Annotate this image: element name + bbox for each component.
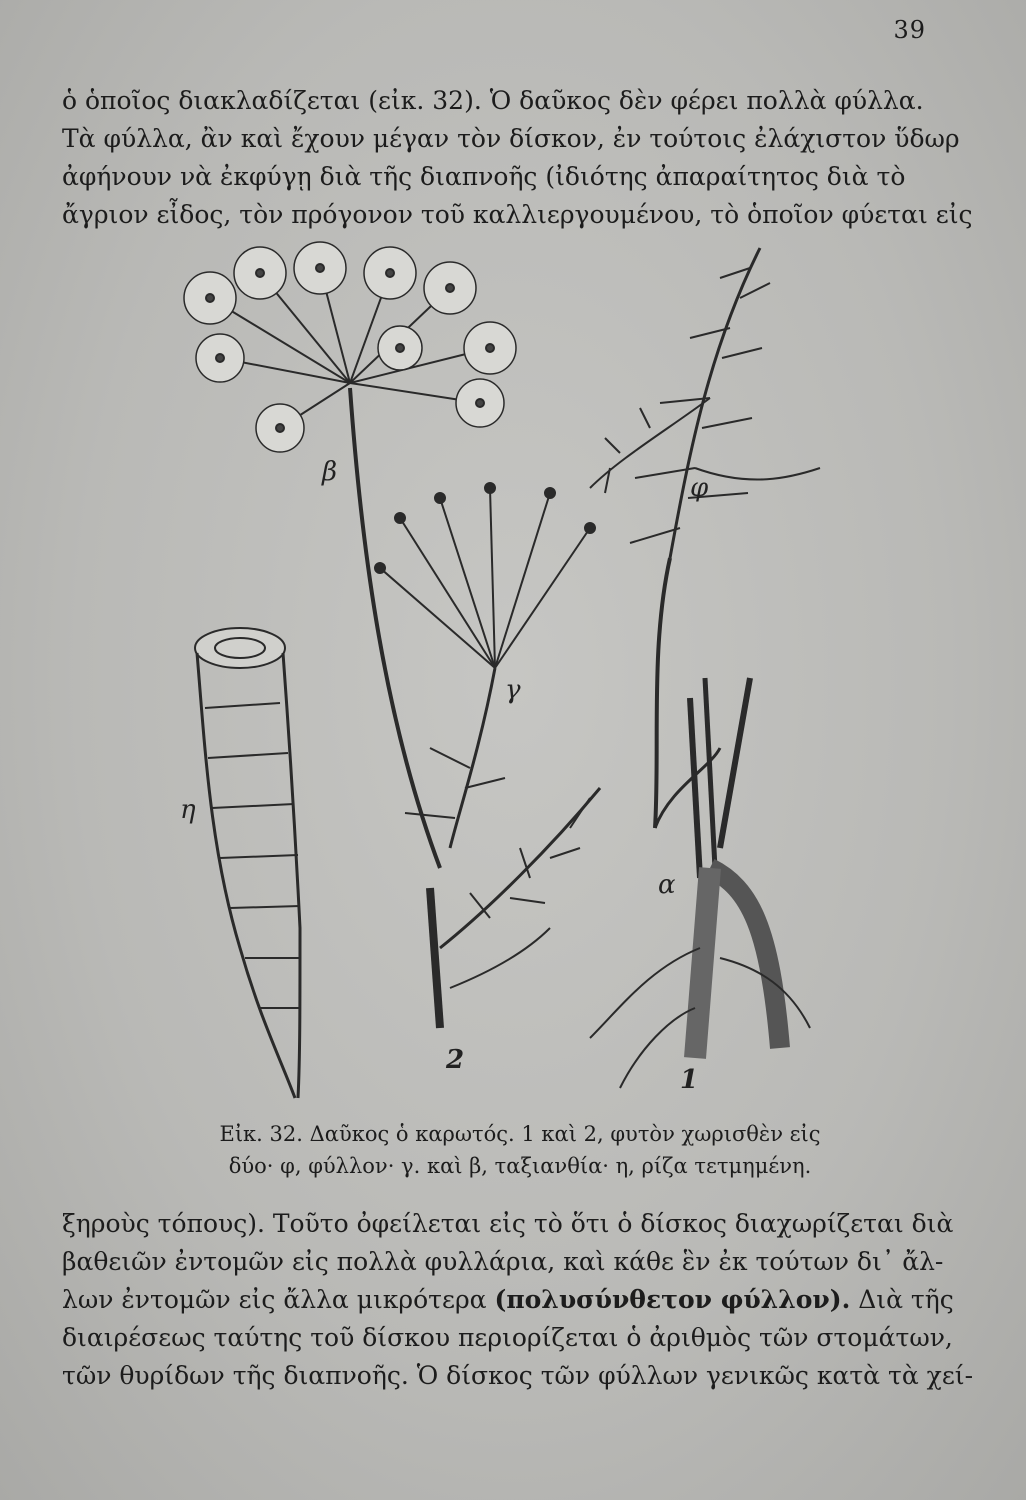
root-base-1-icon bbox=[590, 678, 810, 1088]
stem-icon bbox=[350, 388, 440, 868]
bottom-paragraph bbox=[62, 1205, 974, 1395]
text-line: ξηροὺς τόπους). Τοῦτο ὀφείλεται εἰς τὸ ὅτι ὁ δίσκος διαχωρίζεται διὰ bbox=[62, 1209, 954, 1238]
text-line: ὁ ὁποῖος διακλαδίζεται (εἰκ. 32). Ὁ δαῦκος δὲν φέρει πολλὰ φύλλα. bbox=[62, 86, 924, 115]
label-eta: η bbox=[180, 795, 196, 825]
label-alpha: α bbox=[658, 870, 676, 900]
top-paragraph bbox=[62, 82, 973, 234]
caption-line: Εἰκ. 32. Δαῦκος ὁ καρωτός. 1 καὶ 2, φυτὸν χωρισθὲν εἰς bbox=[219, 1122, 821, 1146]
cut-root-icon bbox=[195, 628, 300, 1098]
illustration-svg bbox=[150, 228, 850, 1108]
label-beta: β bbox=[322, 457, 338, 487]
text-segment: λων ἐντομῶν εἰς ἄλλα μικρότερα bbox=[62, 1285, 495, 1314]
fruit-umbel-icon bbox=[375, 483, 595, 848]
text-line: Τὰ φύλλα, ἂν καὶ ἔχουν μέγαν τὸν δίσκον, ἐν τούτοις ἐλάχιστον ὕδωρ bbox=[62, 124, 960, 153]
text-line: ἄγριον εἶδος, τὸν πρόγονον τοῦ καλλιεργουμένου, τὸ ὁποῖον φύεται εἰς bbox=[62, 200, 973, 229]
figure-caption bbox=[150, 1118, 890, 1182]
label-num-2: 2 bbox=[446, 1045, 465, 1075]
bold-term: (πολυσύνθετον φύλλον). bbox=[494, 1285, 851, 1314]
label-gamma: γ bbox=[505, 675, 521, 705]
page-number: 39 bbox=[893, 16, 926, 44]
leaf-icon bbox=[590, 248, 820, 828]
carrot-plant-illustration bbox=[150, 228, 850, 1108]
text-segment: Διὰ τῆς bbox=[850, 1285, 954, 1314]
text-line: βαθειῶν ἐντομῶν εἰς πολλὰ φυλλάρια, καὶ κάθε ἓν ἐκ τούτων δι᾿ ἄλ- bbox=[62, 1247, 944, 1276]
flower-umbel-icon bbox=[184, 242, 516, 452]
text-line: τῶν θυρίδων τῆς διαπνοῆς. Ὁ δίσκος τῶν φύλλων γενικῶς κατὰ τὰ χεί- bbox=[62, 1361, 974, 1390]
label-phi: φ bbox=[690, 473, 709, 503]
text-line: διαιρέσεως ταύτης τοῦ δίσκου περιορίζεται ὁ ἀριθμὸς τῶν στομάτων, bbox=[62, 1323, 953, 1352]
caption-line: δύο· φ, φύλλον· γ. καὶ β, ταξιανθία· η, ρίζα τετμημένη. bbox=[228, 1154, 812, 1178]
text-line bbox=[62, 1281, 954, 1319]
text-line: ἀφήνουν νὰ ἐκφύγῃ διὰ τῆς διαπνοῆς (ἰδιότης ἀπαραίτητος διὰ τὸ bbox=[62, 162, 906, 191]
label-num-1: 1 bbox=[680, 1065, 699, 1095]
